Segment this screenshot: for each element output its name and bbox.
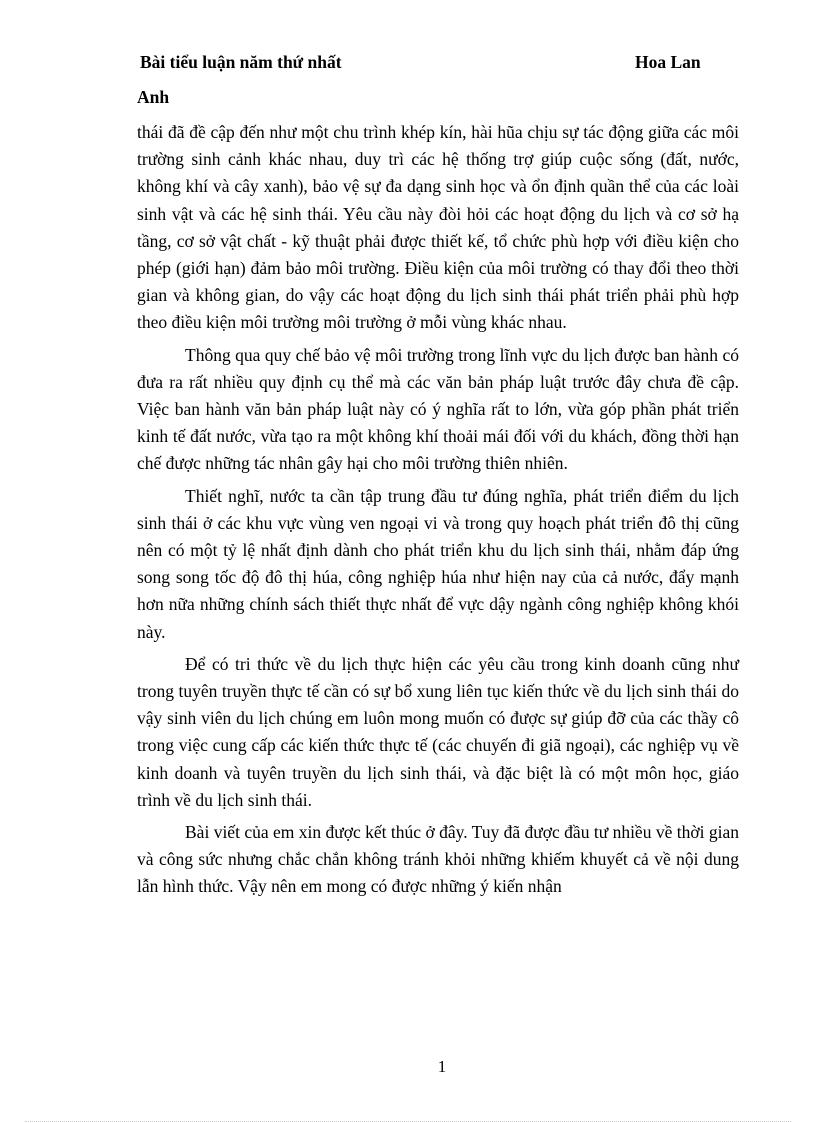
page-number: 1 xyxy=(437,1057,447,1076)
document-body xyxy=(137,119,739,906)
paragraph: Thông qua quy chế bảo vệ môi trường trong lĩnh vực du lịch được ban hành có đưa ra rất nhiều quy định cụ thể mà các văn bản pháp luật trước đây chưa đề cập. Việc ban hành văn bản pháp luật này có ý nghĩa rất to lớn, vừa góp phần phát triển kinh tế đất nước, vừa tạo ra một không khí thoải mái đối với du khách, đồng thời hạn chế được những tác nhân gây hại cho môi trường thiên nhiên. xyxy=(137,344,739,474)
paragraph: Thiết nghĩ, nước ta cần tập trung đầu tư đúng nghĩa, phát triển điểm du lịch sinh thái ở các khu vực vùng ven ngoại vi và trong quy hoạch phát triển đô thị cũng nên có một tỷ lệ nhất định dành cho phát triển khu du lịch sinh thái, nhằm đáp ứng song song tốc độ đô thị húa, công nghiệp húa như hiện nay của cả nước, đẩy mạnh hơn nữa những chính sách thiết thực nhất để vực dậy ngành công nghiệp không khói này. xyxy=(137,485,739,642)
paragraph: Bài viết của em xin được kết thúc ở đây. Tuy đã được đầu tư nhiều về thời gian và công sức nhưng chắc chắn không tránh khỏi những khiếm khuyết cả về nội dung lẫn hình thức. Vậy nên em mong có được những ý kiến nhận xyxy=(137,822,739,897)
paragraph: thái đã đề cập đến như một chu trình khép kín, hài hũa chịu sự tác động giữa các môi trường sinh cảnh khác nhau, duy trì các hệ thống trợ giúp cuộc sống (đất, nước, không khí và cây xanh), bảo vệ sự đa dạng sinh học và ổn định quần thể của các loài sinh vật và các hệ sinh thái. Yêu cầu này đòi hỏi các hoạt động du lịch và cơ sở hạ tầng, cơ sở vật chất - kỹ thuật phải được thiết kế, tổ chức phù hợp với điều kiện cho phép (giới hạn) đảm bảo môi trường. Điều kiện của môi trường có thay đổi theo thời gian và không gian, do vậy các hoạt động du lịch sinh thái phát triển phải phù hợp theo điều kiện môi trường môi trường ở mỗi vùng khác nhau. xyxy=(137,122,739,333)
paragraph: Để có tri thức về du lịch thực hiện các yêu cầu trong kinh doanh cũng như trong tuyên truyền thực tế cần có sự bổ xung liên tục kiến thức về du lịch sinh thái do vậy sinh viên du lịch chúng em luôn mong muốn có được sự giúp đỡ của các thầy cô trong việc cung cấp các kiến thức thực tế (các chuyến đi giã ngoại), các nghiệp vụ về kinh doanh và tuyên truyền du lịch sinh thái, và đặc biệt là có một môn học, giáo trình về du lịch sinh thái. xyxy=(137,653,739,810)
header-author-continuation: Anh xyxy=(137,87,170,107)
header-author: Hoa Lan xyxy=(635,52,701,72)
page-bottom-divider xyxy=(25,1121,791,1122)
header-title: Bài tiểu luận năm thứ nhất xyxy=(140,52,342,72)
